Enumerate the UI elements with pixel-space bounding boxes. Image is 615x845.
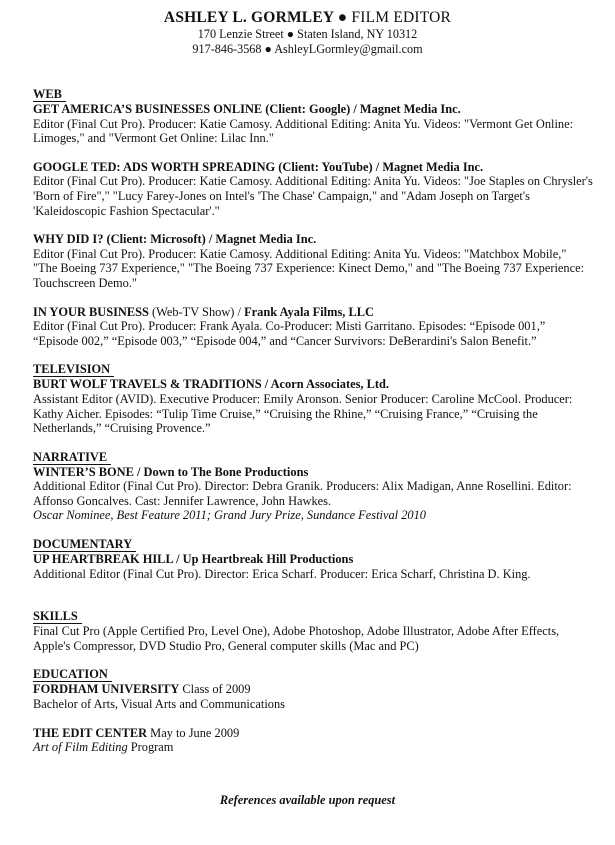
section-web (33, 87, 593, 348)
entry-awards: Oscar Nominee, Best Feature 2011; Grand Jury Prize, Sundance Festival 2010 (33, 508, 426, 523)
contact-line: 917-846-3568 ● AshleyLGormley@gmail.com (192, 41, 423, 56)
entry-body: Editor (Final Cut Pro). Producer: Katie Camosy. Additional Editing: Anita Yu. Videos: "Joe Staples on Chrysler's 'Born of Fire"," "Lucy Farey-Jones on Intel's 'The Chase' Campaign," and "Adam Joseph on Target's 'Kaleidoscopic Fashion Spectacular'." (33, 174, 593, 218)
section-narrative (33, 450, 593, 523)
job-title: FILM EDITOR (351, 9, 452, 26)
applicant-name: ASHLEY L. GORMLEY (163, 9, 334, 26)
entry-title: GET AMERICA’S BUSINESSES ONLINE (Client: Google) / Magnet Media Inc. (33, 102, 461, 116)
program-suffix: Program (127, 740, 174, 755)
entry-why-did-i (33, 232, 593, 290)
entry-body: Additional Editor (Final Cut Pro). Director: Erica Scharf. Producer: Erica Scharf, Christina D. King. (33, 566, 531, 581)
section-documentary (33, 537, 593, 581)
school-program (33, 740, 593, 755)
entry-title: BURT WOLF TRAVELS & TRADITIONS / Acorn Associates, Ltd. (33, 377, 389, 392)
section-heading-television: TELEVISION (33, 363, 114, 377)
school-edit-center (33, 726, 593, 741)
school-name: THE EDIT CENTER (33, 725, 148, 740)
program-name: Art of Film Editing (33, 740, 128, 755)
resume-body (33, 87, 593, 769)
address-line: 170 Lenzie Street ● Staten Island, NY 10312 (197, 27, 418, 41)
entry-body: Editor (Final Cut Pro). Producer: Frank Ayala. Co-Producer: Misti Garritano. Episodes: “Episode 001,” “Episode 002,” “Episode 003,” “Episode 004,” and “Cancer Survivors: DeBerardini's Salon Benefit.” (33, 319, 546, 348)
entry-body: Editor (Final Cut Pro). Producer: Katie Camosy. Additional Editing: Anita Yu. Videos: "Vermont Get Online: Limoges," and "Vermont Get Online: Lilac Inn." (33, 116, 574, 146)
skills-body: Final Cut Pro (Apple Certified Pro, Level One), Adobe Photoshop, Adobe Illustrator, Adobe After Effects, Apple's Compressor, DVD Studio Pro, General computer skills (Mac and PC) (33, 624, 560, 653)
section-heading-web: WEB (33, 88, 66, 102)
section-heading-documentary: DOCUMENTARY (33, 538, 136, 552)
entry-google-online (33, 102, 593, 146)
resume-header (0, 8, 615, 56)
section-skills (33, 609, 593, 653)
school-fordham (33, 682, 593, 697)
section-television (33, 362, 593, 435)
school-year: Class of 2009 (179, 682, 251, 697)
entry-body: Editor (Final Cut Pro). Producer: Katie Camosy. Additional Editing: Anita Yu. Videos: "Matchbox Mobile," "The Boeing 737 Experience," "The Boeing 737 Experience: Kinect Demo," and "The Boeing 737 Experience: Touchscreen Demo." (33, 246, 585, 290)
school-name: FORDHAM UNIVERSITY (33, 682, 180, 697)
references-note: References available upon request (219, 793, 396, 807)
entry-google-ted (33, 160, 593, 218)
name-line (0, 8, 615, 27)
bullet-separator: ● (337, 9, 348, 26)
section-heading-education: EDUCATION (33, 668, 112, 682)
entry-body: Assistant Editor (AVID). Executive Producer: Emily Aronson. Senior Producer: Caroline McCool. Producer: Kathy Aicher. Episodes: “Tulip Time Cruise,” “Cruising the Rhine,” “Cruising France,” “Cruising the Netherlands,” “Cruising Provence.” (33, 391, 573, 436)
entry-body: Additional Editor (Final Cut Pro). Director: Debra Granik. Producers: Alix Madigan, Anne Rosellini. Editor: Affonso Goncalves. Cast: Jennifer Lawrence, John Hawkes. (33, 479, 572, 508)
section-education (33, 667, 593, 754)
school-degree: Bachelor of Arts, Visual Arts and Communications (33, 697, 285, 712)
school-dates: May to June 2009 (147, 725, 240, 740)
section-heading-skills: SKILLS (33, 610, 82, 624)
entry-title: GOOGLE TED: ADS WORTH SPREADING (Client: YouTube) / Magnet Media Inc. (33, 159, 484, 174)
entry-title: WINTER’S BONE / Down to The Bone Productions (33, 464, 309, 479)
entry-title: UP HEARTBREAK HILL / Up Heartbreak Hill Productions (33, 552, 354, 567)
entry-title-format: (Web-TV Show) / (148, 304, 245, 319)
entry-title: WHY DID I? (Client: Microsoft) / Magnet Media Inc. (33, 232, 317, 247)
entry-in-your-business (33, 305, 593, 349)
entry-title (33, 305, 593, 320)
entry-title-company: Frank Ayala Films, LLC (244, 304, 374, 319)
section-heading-narrative: NARRATIVE (33, 451, 111, 465)
entry-title-show: IN YOUR BUSINESS (33, 304, 149, 319)
